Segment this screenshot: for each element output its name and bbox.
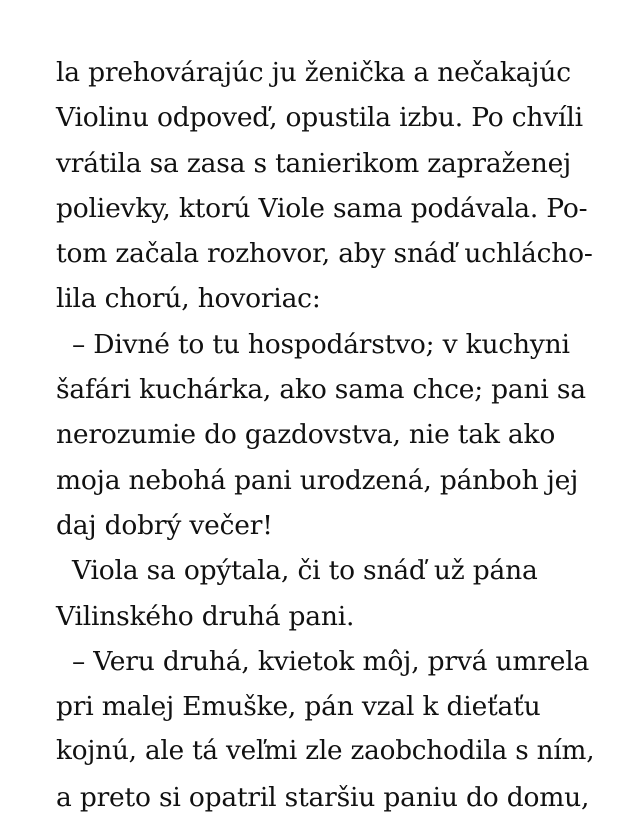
text-line: pri malej Emuške, pán vzal k dieťaťu (56, 691, 541, 723)
text-line: polievky, ktorú Viole sama podávala. Po- (56, 192, 588, 224)
dialogue-line: – Divné to tu hospodárstvo; v kuchyni (72, 328, 570, 360)
text-line: tom začala rozhovor, aby snáď uchlácho- (56, 238, 593, 270)
text-line: a preto si opatril staršiu paniu do domu, (56, 781, 590, 813)
paragraph-start-line: Viola sa opýtala, či to snáď už pána (72, 555, 538, 587)
dialogue-line: – Veru druhá, kvietok môj, prvá umrela (72, 645, 590, 677)
book-page-text (56, 50, 596, 820)
text-line: moja nebohá pani urodzená, pánboh jej (56, 464, 579, 496)
text-line: daj dobrý večer! (56, 509, 273, 541)
text-line: lila chorú, hovoriac: (56, 283, 321, 315)
text-line: Vilinského druhá pani. (56, 600, 355, 632)
text-line: Violinu odpoveď, opustila izbu. Po chvíli (56, 102, 583, 134)
text-line: la prehovárajúc ju ženička a nečakajúc (56, 57, 571, 88)
text-line: kojnú, ale tá veľmi zle zaobchodila s ním, (56, 736, 595, 767)
text-line: nerozumie do gazdovstva, nie tak ako (56, 419, 556, 451)
text-line: šafári kuchárka, ako sama chce; pani sa (56, 374, 586, 406)
text-line: vrátila sa zasa s tanierikom zapraženej (56, 147, 572, 179)
